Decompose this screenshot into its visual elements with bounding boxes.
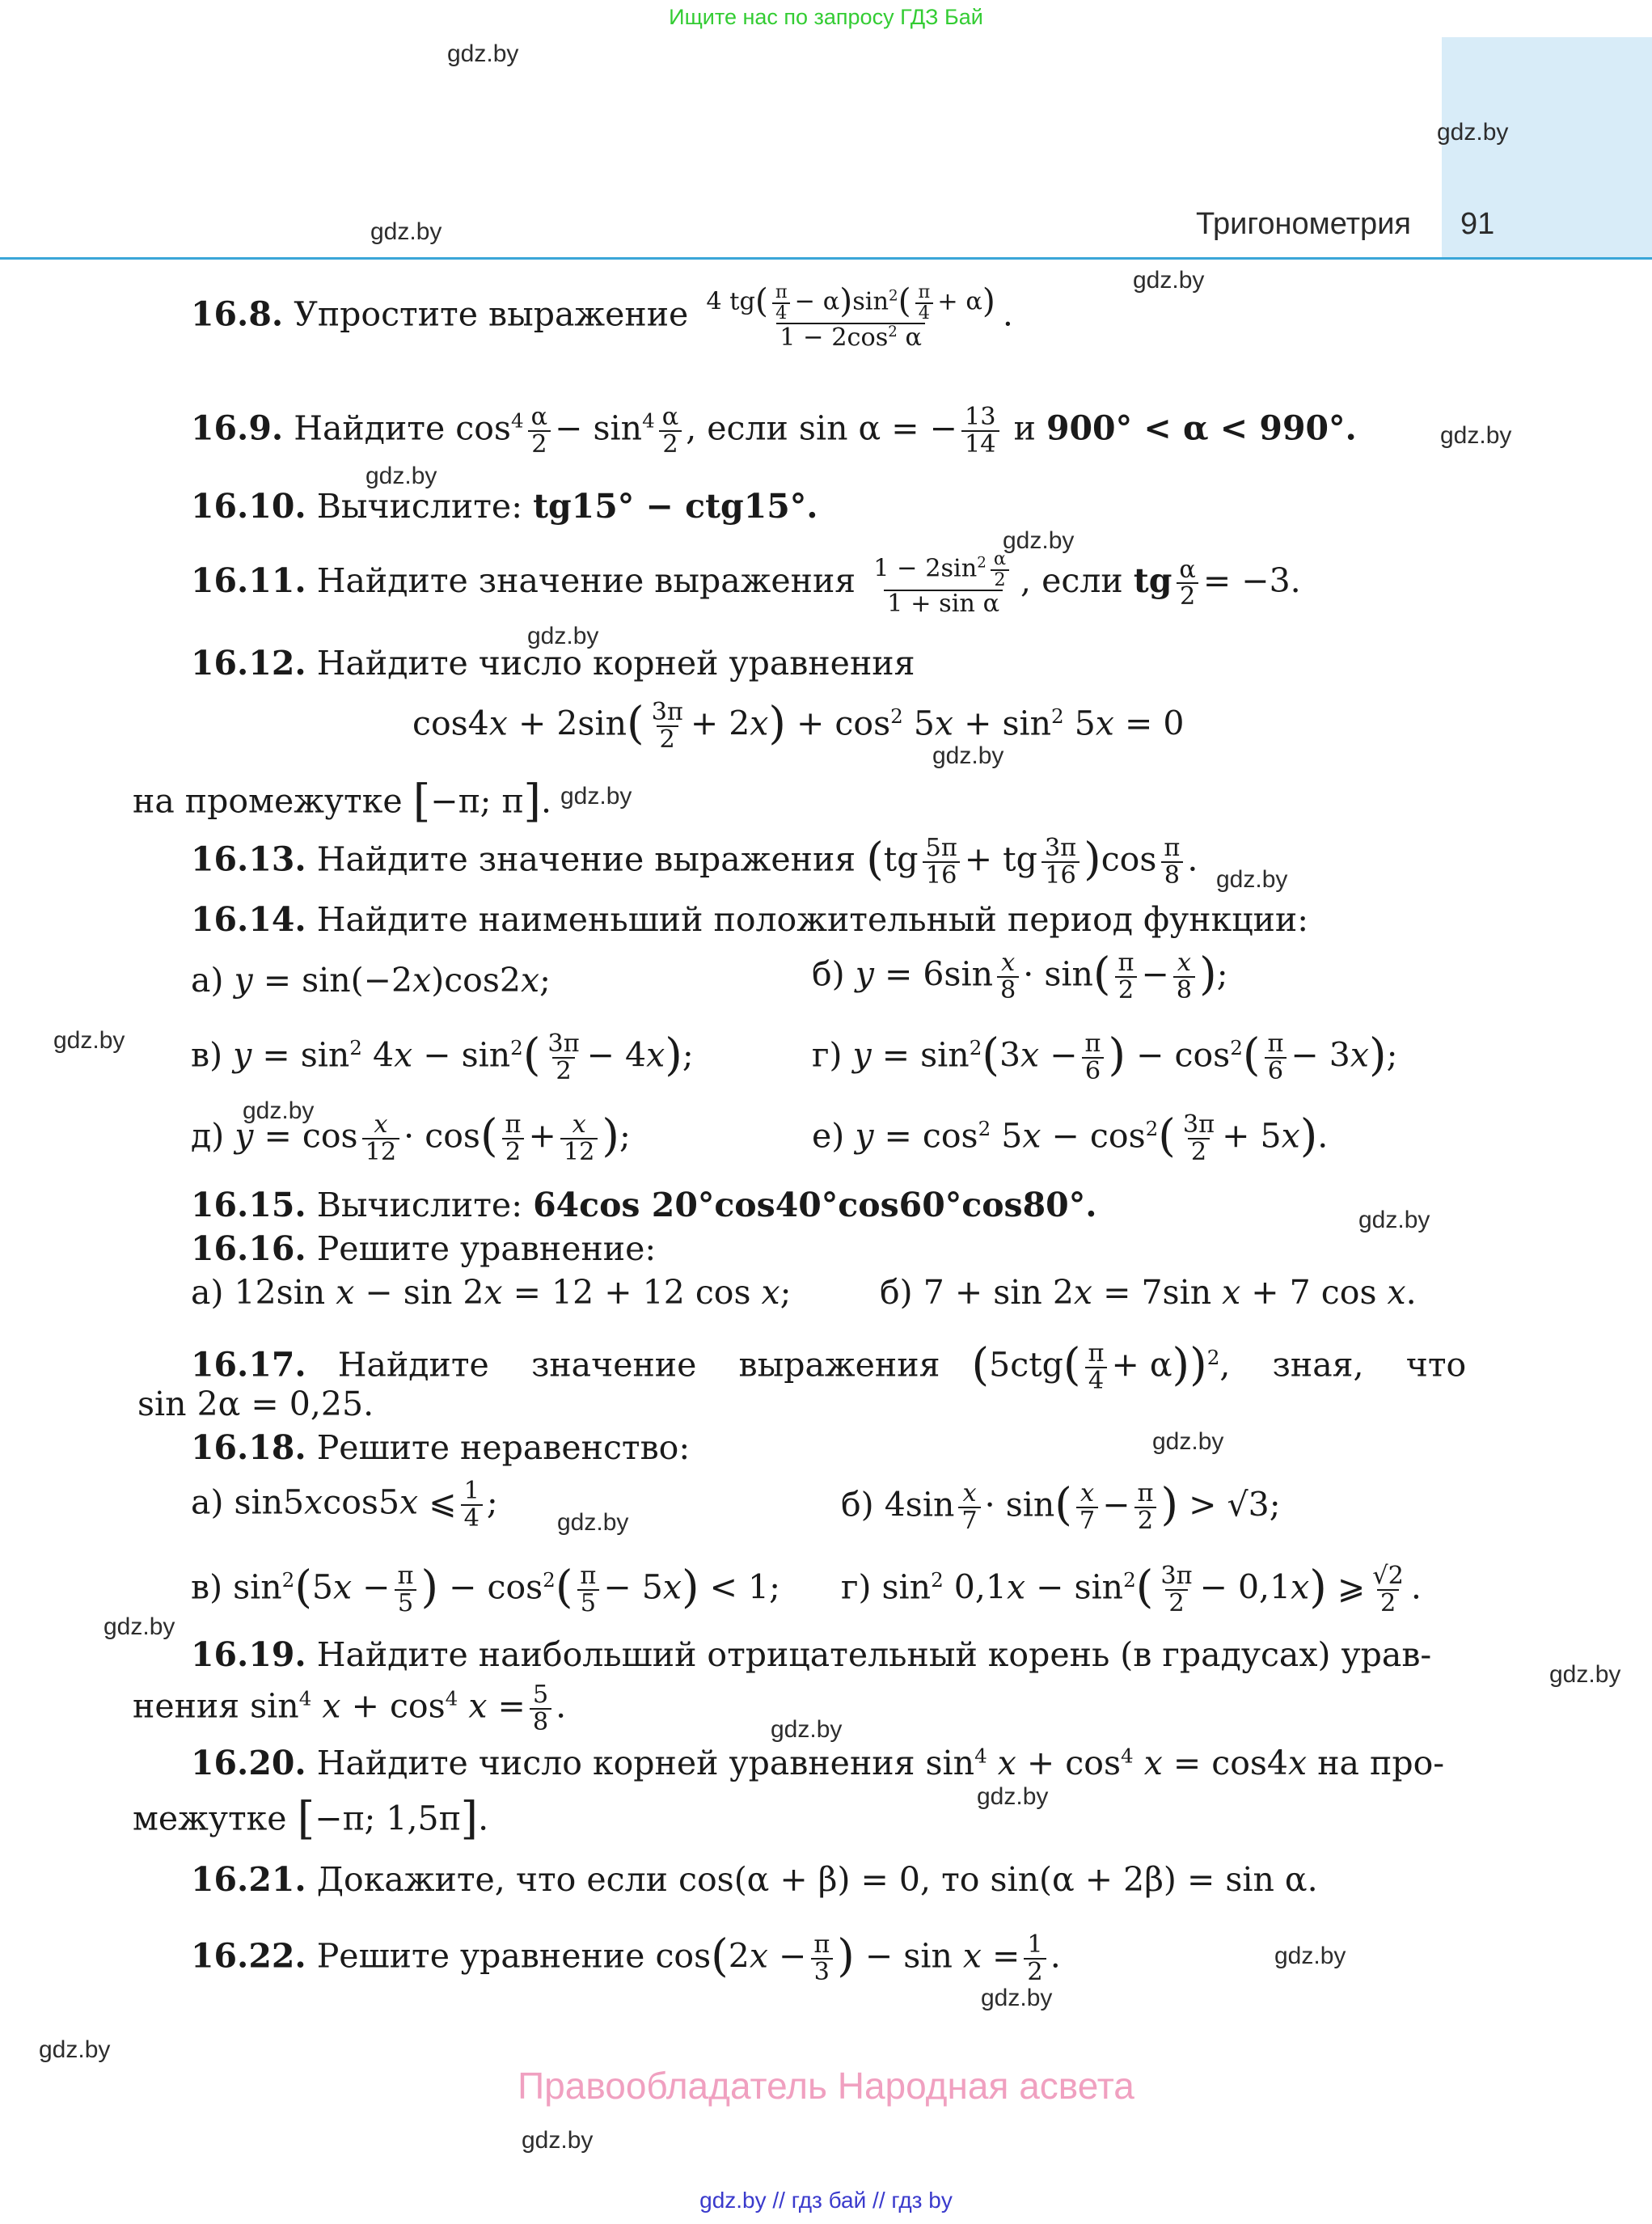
footer-links[interactable]: gdz.by // гдз бай // гдз by — [699, 2188, 953, 2213]
watermark: gdz.by — [365, 463, 437, 489]
watermark: gdz.by — [977, 1783, 1049, 1810]
problem-16-14: 16.14. Найдите наименьший положительный период функции: — [191, 900, 1309, 939]
problem-16-18-a: а) sin5xcos5x ⩽ $\frac{1}{4}$ ; — [191, 1477, 498, 1533]
watermark: gdz.by — [1152, 1428, 1224, 1455]
section-title: Тригонометрия — [1195, 207, 1411, 241]
expression-fraction: 4 tg( $\frac{\pi}{4}$ − $\alpha)\sin^2$( $\frac{\pi}{4}$ + α) $1 - 2\cos^2$ α — [706, 281, 995, 353]
problem-16-15: 16.15. Вычислите: 64cos 20°cos40°cos60°cos80°. — [191, 1186, 1097, 1224]
problem-16-14-d: д) y = cos $\frac{x}{12}$ · cos( $\frac{\pi}{2}$ + $\frac{x}{12}$ ); — [191, 1110, 631, 1167]
copyright-notice: Правообладатель Народная асвета — [518, 2065, 1134, 2107]
page-number: 91 — [1460, 207, 1495, 241]
watermark: gdz.by — [557, 1509, 629, 1536]
problem-16-20-cont: межутке [−π; 1,5π]. — [133, 1793, 489, 1845]
problem-16-19-cont: нения $\sin^4 x + \cos^4 x$ = $\frac{5}{8}$ . — [133, 1681, 567, 1736]
top-banner: Ищите нас по запросу ГДЗ Бай — [669, 5, 983, 29]
problem-16-18-g: г) $\sin^2 0,1x - \sin^2$( $\frac{3\pi}{2}$ − 0,1x) ⩾ $\frac{√2}{2}$ . — [841, 1562, 1422, 1618]
watermark: gdz.by — [104, 1613, 175, 1640]
watermark: gdz.by — [370, 218, 442, 245]
problem-16-14-b: б) y = 6sin $\frac{x}{8}$ · sin( $\frac{\pi}{2}$ − $\frac{x}{8}$ ); — [812, 949, 1228, 1005]
watermark: gdz.by — [1437, 119, 1509, 146]
watermark: gdz.by — [1440, 422, 1512, 449]
problem-16-16-a: а) 12sin x − sin 2x = 12 + 12 cos x; — [191, 1273, 792, 1312]
problem-16-20: 16.20. Найдите число корней уравнения $\sin^4 x + \cos^4 x = \cos 4x$ на про- — [191, 1744, 1445, 1782]
problem-16-14-e: е) $y = \cos^2 5x - \cos^2$( $\frac{3\pi}{2}$ + 5x). — [812, 1110, 1329, 1167]
problem-16-12: 16.12. Найдите число корней уравнения — [191, 644, 915, 683]
watermark: gdz.by — [522, 2127, 594, 2154]
problem-16-21: 16.21. Докажите, что если cos(α + β) = 0, то sin(α + 2β) = sin α. — [191, 1860, 1318, 1899]
watermark: gdz.by — [447, 40, 519, 67]
watermark: gdz.by — [932, 742, 1004, 769]
problem-16-14-a: а) y = sin(−2x)cos2x; — [191, 961, 551, 1000]
problem-16-11: 16.11. Найдите значение выражения $1 - 2\sin^2$ $\frac{\alpha}{2}$ 1 + sin α , если tg $\frac{\alpha}{2}$ = −3. — [191, 548, 1301, 619]
problem-16-17-cont: sin 2α = 0,25. — [137, 1385, 374, 1423]
header-rule — [0, 257, 1652, 260]
watermark: gdz.by — [981, 1985, 1053, 2011]
problem-16-18-b: б) 4sin $\frac{x}{7}$ · sin( $\frac{x}{7}$ − $\frac{\pi}{2}$ ) > √3; — [841, 1479, 1281, 1536]
problem-16-19: 16.19. Найдите наибольший отрицательный корень (в градусах) урав- — [191, 1635, 1432, 1674]
watermark: gdz.by — [527, 623, 599, 649]
problem-16-12-interval: на промежутке [−π; π]. — [133, 776, 552, 827]
problem-16-18: 16.18. Решите неравенство: — [191, 1428, 691, 1467]
equation-16-12: cos4x + 2sin( $\frac{3\pi}{2}$ + $2x) + \cos^2 5x + \sin^2 5x = 0$ — [412, 698, 1185, 755]
watermark: gdz.by — [1003, 527, 1075, 554]
problem-16-22: 16.22. Решите уравнение cos(2x − $\frac{\pi}{3}$ ) − sin x = $\frac{1}{2}$ . — [191, 1930, 1061, 1987]
problem-16-13: 16.13. Найдите значение выражения (tg $\frac{5\pi}{16}$ + tg $\frac{3\pi}{16}$ )cos $\frac{\pi}{8}$ . — [191, 834, 1198, 890]
problem-16-10: 16.10. Вычислите: tg15° − ctg15°. — [191, 487, 818, 526]
watermark: gdz.by — [1133, 267, 1205, 294]
watermark: gdz.by — [39, 2036, 111, 2063]
watermark: gdz.by — [1358, 1207, 1430, 1233]
problem-16-14-g: г) $y = \sin^2(3x$ − $\frac{\pi}{6}$ ) − $\cos^2$( $\frac{\pi}{6}$ − 3x); — [812, 1030, 1398, 1086]
problem-16-17: 16.17. Найдите значение выражения (5ctg( $\frac{\pi}{4}$ + α))$^2$, зная, что — [191, 1339, 1467, 1396]
watermark: gdz.by — [560, 783, 632, 810]
problem-16-16: 16.16. Решите уравнение: — [191, 1229, 657, 1268]
problem-16-18-v: в) $\sin^2(5x$ − $\frac{\pi}{5}$ ) − $\cos^2$( $\frac{\pi}{5}$ − 5x) < 1; — [191, 1562, 780, 1618]
watermark: gdz.by — [1216, 866, 1288, 893]
watermark: gdz.by — [53, 1027, 125, 1054]
watermark: gdz.by — [771, 1716, 843, 1743]
problem-16-16-b: б) 7 + sin 2x = 7sin x + 7 cos x. — [880, 1273, 1417, 1312]
watermark: gdz.by — [1549, 1661, 1621, 1688]
watermark: gdz.by — [1274, 1943, 1346, 1969]
problem-16-8: 16.8. Упростите выражение 4 tg( $\frac{\pi}{4}$ − $\alpha)\sin^2$( $\frac{\pi}{4}$ + α) $1 - 2\cos^2$ α . — [191, 281, 1013, 353]
watermark: gdz.by — [243, 1097, 315, 1124]
problem-16-9: 16.9. Найдите $\cos^4$ $\frac{\alpha}{2}$ − $\sin^4$ $\frac{\alpha}{2}$ , если sin α = − $\frac{13}{14}$ и 900° < α < 990°. — [191, 403, 1357, 459]
problem-16-14-v: в) $y = \sin^2 4x - \sin^2$( $\frac{3\pi}{2}$ − 4x); — [191, 1030, 694, 1086]
